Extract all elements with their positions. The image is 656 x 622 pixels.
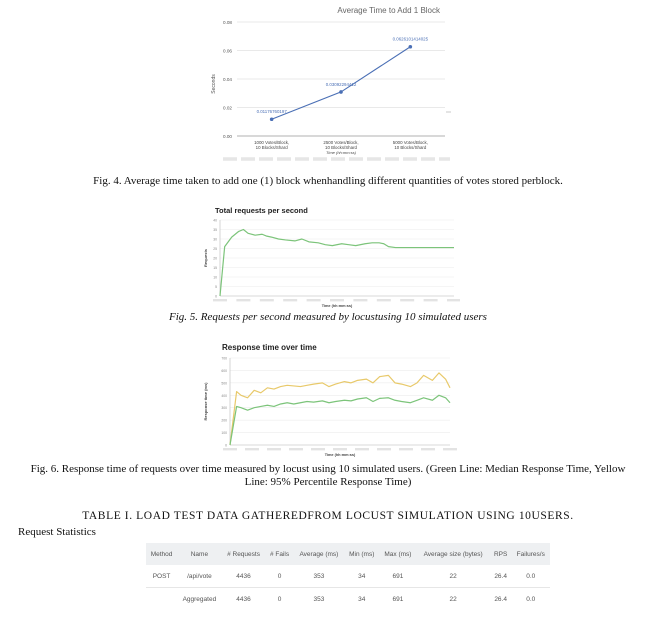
- y-tick-label: 0.08: [223, 20, 232, 25]
- y-tick-label: 500: [221, 381, 227, 386]
- x-tick-mark: [236, 299, 250, 301]
- x-tick-mark: [330, 299, 344, 301]
- y-tick-label: 300: [221, 406, 227, 411]
- fig4-chart: [205, 4, 455, 170]
- table-cell: 691: [379, 565, 416, 588]
- table-cell: POST: [146, 565, 177, 588]
- y-tick-label: 400: [221, 393, 227, 398]
- x-tick-mark: [213, 299, 227, 301]
- y-tick-label: 700: [221, 356, 227, 361]
- y-tick-label: 10: [213, 275, 217, 280]
- x-tick-mark: [283, 299, 297, 301]
- y-tick-label: 600: [221, 368, 227, 373]
- data-point: [339, 90, 343, 94]
- x-tick-mark: [223, 448, 237, 450]
- table-title: TABLE I. LOAD TEST DATA GATHEREDFROM LOCUST SIMULATION USING 10USERS.: [82, 510, 574, 522]
- table-header-cell: # Fails: [265, 543, 293, 565]
- table-cell: 0: [265, 565, 293, 588]
- data-label: 0.0626101414025: [392, 36, 429, 42]
- request-stats-table: [146, 543, 550, 610]
- x-tick-mark: [421, 448, 435, 450]
- y-tick-label: 5: [215, 285, 217, 289]
- x-tick-mark: [377, 448, 391, 450]
- table-cell: 0.0: [526, 595, 536, 603]
- y-tick-label: 40: [213, 218, 217, 223]
- series-line: [230, 373, 450, 445]
- table-header-cell: Average size (bytes): [417, 543, 490, 565]
- x-tick-mark: [447, 299, 460, 301]
- y-tick-label: 0.04: [223, 77, 232, 82]
- table-cell: 691: [392, 595, 404, 603]
- table-row: [146, 565, 550, 588]
- table-header-cell: Name: [177, 543, 222, 565]
- table-header-cell: Max (ms): [379, 543, 416, 565]
- table-cell: 353: [294, 565, 344, 588]
- table-row: [146, 588, 550, 611]
- table-header-cell: Failures/s: [512, 543, 550, 565]
- fig5-chart: [200, 202, 460, 310]
- y-axis-label: Requests: [203, 248, 208, 268]
- y-axis-label: Seconds: [211, 74, 217, 94]
- table-cell: 353: [313, 595, 325, 603]
- x-tick-mark: [377, 299, 391, 301]
- table-header-cell: Average (ms): [294, 543, 344, 565]
- table-cell: 0: [277, 595, 282, 603]
- x-tick-mark: [355, 448, 369, 450]
- x-tick-mark: [289, 448, 303, 450]
- table-cell: 34: [358, 595, 366, 603]
- y-tick-label: 100: [221, 431, 227, 436]
- table-cell: 26.4: [490, 565, 512, 588]
- x-tick-label: 10 Blocks/Shard: [394, 145, 427, 150]
- y-tick-label: 15: [213, 266, 217, 270]
- x-tick-mark: [260, 299, 274, 301]
- x-tick-mark: [245, 448, 259, 450]
- table-cell: Aggregated: [182, 595, 217, 603]
- x-tick-mark: [307, 299, 321, 301]
- x-tick-mark: [443, 448, 457, 450]
- table-subtitle: Request Statistics: [18, 526, 96, 538]
- table-cell: 22: [417, 565, 490, 588]
- table-header-cell: Min (ms): [344, 543, 379, 565]
- table-cell: 26.4: [494, 595, 507, 603]
- x-tick-label: 2500 Votes/Block,: [323, 140, 359, 145]
- x-tick-label: 1000 Votes/Block,: [254, 140, 290, 145]
- x-tick-mark: [311, 448, 325, 450]
- x-tick-mark: [353, 299, 367, 301]
- data-point: [270, 117, 274, 121]
- table-cell: 0.0: [512, 565, 550, 588]
- table-cell: 4436: [236, 595, 251, 603]
- y-tick-label: 0.00: [223, 134, 232, 139]
- x-axis-label: Time (hh:mm:ss): [321, 304, 353, 308]
- data-point: [409, 45, 413, 49]
- y-tick-label: 0.06: [223, 48, 232, 54]
- y-axis-label: Response time (ms): [203, 382, 208, 421]
- y-tick-label: 200: [221, 418, 227, 423]
- table-cell: /api/vote: [177, 565, 222, 588]
- x-tick-mark: [399, 448, 413, 450]
- table-cell: [146, 588, 177, 611]
- x-axis-label: Time (hh:mm:ss): [326, 150, 356, 155]
- table-header-cell: RPS: [490, 543, 512, 565]
- x-tick-mark: [267, 448, 281, 450]
- chart-title: Total requests per second: [215, 206, 308, 215]
- fig4-caption: Fig. 4. Average time taken to add one (1) block whenhandling different quantities of votes stored perblock.: [93, 175, 563, 187]
- y-tick-label: 35: [213, 228, 217, 232]
- table-header-cell: # Requests: [222, 543, 266, 565]
- fig6-chart: [200, 338, 460, 460]
- data-label: 0.01176760197: [256, 109, 287, 115]
- table-cell: 4436: [222, 565, 266, 588]
- x-tick-label: 10 Blocks/Shard: [255, 145, 288, 150]
- y-tick-label: 0: [215, 294, 217, 299]
- x-tick-mark: [333, 448, 347, 450]
- series-line: [220, 230, 454, 297]
- y-tick-label: 0.02: [223, 105, 232, 111]
- table-cell: 34: [344, 565, 379, 588]
- y-tick-label: 20: [213, 256, 217, 261]
- y-tick-label: 30: [213, 237, 217, 242]
- data-label: 0.03092294412: [325, 81, 357, 87]
- y-tick-label: 0: [225, 443, 227, 448]
- y-tick-label: 25: [213, 247, 217, 251]
- chart-title: Response time over time: [222, 343, 317, 352]
- x-tick-mark: [424, 299, 438, 301]
- x-axis-label: Time (hh:mm:ss): [324, 453, 356, 457]
- x-tick-mark: [400, 299, 414, 301]
- table-header-cell: Method: [146, 543, 177, 565]
- x-tick-label: 10 Blocks/Shard: [325, 145, 357, 150]
- table-cell: 22: [449, 595, 457, 603]
- x-tick-label: 5000 Votes/Block,: [392, 140, 428, 145]
- chart-title: Average Time to Add 1 Block: [337, 6, 440, 15]
- fig6-caption: Fig. 6. Response time of requests over time measured by locust using 10 simulated users. (Green Line: Median Response Time, Yellow Line: 95% Percentile Response Time): [30, 463, 626, 488]
- fig5-caption: Fig. 5. Requests per second measured by locustusing 10 simulated users: [169, 311, 487, 323]
